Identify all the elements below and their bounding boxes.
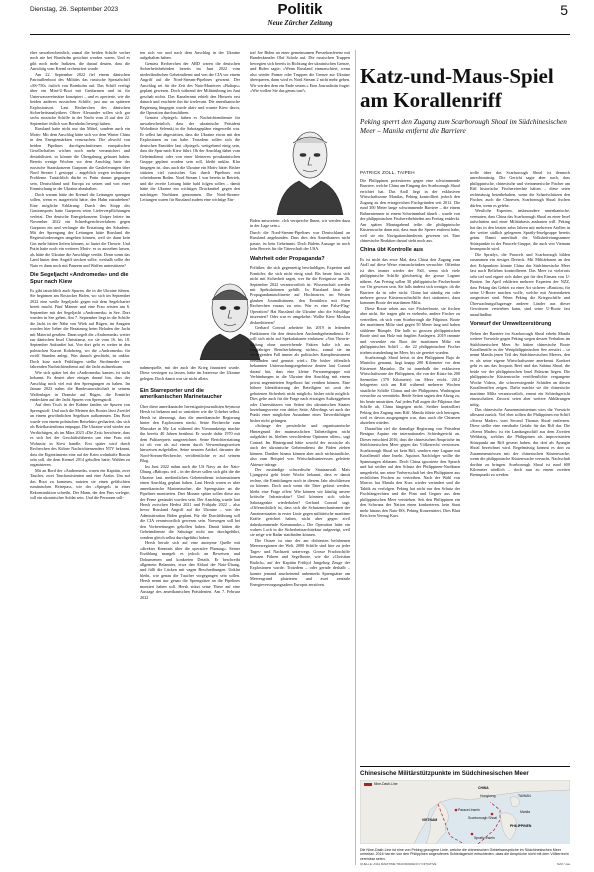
article-column-3-bottom	[250, 230, 350, 865]
page-header	[30, 0, 570, 48]
col1-paragraphs	[30, 50, 130, 268]
map-label-hongkong: Hongkong	[480, 794, 496, 798]
paragraph: Am 22. September 2022 fiel einem dänischen Patrouillenboot des Militärs das russische Spezialschiff «SS-750» östlich von Bornholm auf. Das Schiff verfügt über ein Mini-U-Boot mit Greifarmen und ist für Unterwassereinsätze konzipiert – und es operierte, wie die beiden anderen russischen Schiffe, just nur an späteren Explosionsort. Laut Recherchen des dänischen Sicherheitsanalytikers Oliver Alexander sollen sich gar sechs russische Schiffe in der Nacht vom 21.auf den 22. September östlich von Bornholm bewegt haben.	[30, 71, 130, 126]
map-legend	[364, 782, 398, 786]
paragraph: Der zuständige schwedische Staatsanwalt Mats Ljungqvist geht letzte Woche bekannt, dass er damit rechne, die Ermittlungen noch in diesem Jahr abschliessen zu können. Doch auch wenn die Täter gefasst werden, bleibt eine Frage offen: Wie können wir künftig unsere kritische Infrastruktur? Und könnten sich solche Sabotageakte wiederholen? Gerhard Conrad sagt: «Offensichtlich ist, dass sich die Schutzmechanismen der Anrainerstaaten in erster Linie gegen militärische maritime Kräfte gerichtet haben, nicht aber gegen zivil daherkommende Kommandos.» Die Operation habe ein wahres Loch in die Sicherheitsarchitektur aufgezeigt, weil sie zeige wie Radar stattfinden können.	[250, 466, 350, 538]
paragraph: Auf dem Tisch in der Kabine fanden sie Spuren von Sprengstoff. Und auch die Meinen des Bootes lässt Zweifel an einem gewöhnlichen Segelturn aufkommen. Das Boot wurde von einem polnischen Reisebüro gechartert, das sich als Briefkastenfirma entpuppt. Die Ukraine wird wieder zur Verdächtigen, als im März 2023 «Die Zeit» berichtete, dass es sich bei der Geschäftsführerin um eine Frau mit Wohnsitz in Kiew handle. Erst später wird durch Recherchen des Kölner Nachrichtensenders NTV bekannt, dass die Eigentümerin eine auf der Krim wohnhafte Russin sein soll, die dem Kremel 2014 geholfen hatte, Wahlen zu organisieren.	[30, 402, 130, 468]
paragraph: Hersh berufe sich auf eine anonyme Quelle mit «direkter Kenntnis über die operative Planung». Seiner Erzählung mangelt es jedoch an Beweisen und Dokumenten und konkreten Details. Er beschreibt allgemein Belanntes, etwa den Ablauf der Nato-Übung, und füllt die Lücken mit vagen Beschreibungen. Unklar bleibt, wie genau die Taucher vorgegangen sein sollen. Hersh nennt nur genau die Sprengsätze an die Pipelines montiert haben soll. Hersh stützt seine These auf eine Aussage des amerikanischen Präsidenten. Am 7. Februar 2022	[140, 540, 240, 600]
map-label-scarborough: Scarborough Shoal	[468, 816, 498, 820]
col3-caption: Biden antwortete: «Ich verspreche Ihnen, wir werden dazu in der Lage sein.»	[250, 218, 350, 229]
paragraph: Scarborough Shoal heisst in den Philippinen Bajo de Masinloc genannt, liegt knapp 200 Kilometer vor dem Küstenort Masinloc. Da ist innerhalb der exklusiven Wirtschaftszone der Philippinen, die von der Küste bis 200 Seemeilen (370 Kilometer) ins Meer reicht. 2012 belagerten sich am Riff während mehrerer Wochen staatliche Schiffe Chinas und der Philippinen. Washington versuchte zu vermitteln. Beide Seiten sagten den Abzug zu, bis heute umstritten. Auf jeden Fall zogen die Filipinos ihre Schiffe ab, China hingegen nicht. Seither kontrolliert Peking den Zugang zum Riff. Manila führte sich betrogen, weil es davon ausgegangen war, dass auch die Chinesen abziehen würden.	[360, 355, 460, 426]
paragraph: Neben der Barriere im Scarborough Shoal erhebt Manila weitere Vorwürfe gegen Peking wegen dessen Verhalten im Südchinesischen Meer. So hätten chinesische Boote Korallenriffe in der Westphilippinischen See zerstört – so nennt Manila jenen Teil des Südchinesischen Meeres, den es als seine eigene Wirtschaftszone anerkennt. Konkret geht es um das Iroquois Reef und das Sabina Shoal, die beide vor der philippinischen Insel Palawan liegen. Die philippinische Küstenwache veröffentlichte vergangene Woche Videos, die schwerwiegende Schäden an diesen Korallenriffen zeigen. Dafür machte sie die chinesische maritime Miliz verantwortlich, erneut ein Schiedsgericht einzuschalten. Zuvorst seien aber weitere Abklärungen nötig.	[470, 330, 570, 407]
paragraph: Im Juni 2022 nahm auch die US Navy an der Nato-Übung «Baltops» teil – in der dieser sollen sich gibt die die Ukraine laut medienlichen Geheimdienst informationen einen Anschlag geplant haben. Laut Hersh waren es aber amerikanische Marinetaucher, die Sprengsätze an die Pipelines montierten. Drei Monate später sollen diese aus der Ferne gezündet worden sein. Der Anschlag wurde laut Hersh zwischen Herbst 2021 und Frühjahr 2022 – also bevor Russland Angriff auf die Ukraine – von der Administration Biden geplant. Für die Durchführung soll die CIA verantwortlich gewesen sein. Norwegen soll bei den Vorbereitungen geholfen haben. Damit hätten die Geheimdienste die Sabotage nicht nur durchgeführt, sondern gleich selbst durchgeführt haben.	[140, 463, 240, 540]
paragraph: Daraufhin rief die damalige Regierung von Präsident Benigno Aquino ein internationales Schiedsgericht an. Dieses entschied 2016, dass die chinesischen Ansprüche im Südchinesischen Meer gegen das Völkerrecht verstossen. Scarborough Shoal sei kein Riff, sondern eine Lagune mit Korallenriff ohne Inseln. Aquinos Nachfolger wollte die Spannungen abbauen. Doch China ignorierte den Spruch und hat seither auf den Schutz der Philippinen-Nachbarn umgedreht, um seine Vorherrschaft bei den Philippinen aus rechtlichen Fischen zu vertreiben. Nach der Wahl von Marcos hat Manila den Kurs wieder verändert und die Taktik zu verfolgen. Peking hat nicht nur den Schutz der Fischfangrechten und die Pinn und Gegner aus dem philippinischen Meer vertrieben. Seit den Philippinen ein den Schwanz der Nation einen konkreteren, kein Staat mehr hinaus den Nato-ISS, Peking Konzentriert, Dies Blatt Reis kein Vertrag Kurs.	[360, 425, 460, 519]
col3-after-paragraphs	[250, 265, 350, 587]
article-column-2-bottom	[140, 384, 240, 864]
paragraph: Diese Boote sehen aus wie Fischerboote, sie fischen aber nicht. Sie tragen gibt es vielmehr, andere Fischer zu vertreiben, ob sich vom Scarborough die Filipinos. Boote der maritimen Miliz sind gegen 50 Meter lang und haben stählerne Rümpfe. Die halb so grossen philippinischen Boote sind aus Holz mit fragilen Auslegern. 2019 rammte und versenkte ein Boot der maritimen Miliz ein philippinisches Schiff – die 22 philippinischen Fischer trieben stundenlang im Meer, bis sie gerettet wurden.	[360, 305, 460, 355]
article-column-3-top	[250, 50, 350, 110]
paragraph: Wie sich später bei der «Andromeda» kamen, ist nicht bekannt. Es deutet aber einiges darauf hin, dass der Anschlag noch viel mit den Sprengungen zu haben. Im Januar 2023 nahm die Bandesanwaltschaft in seinem Waffenlager in Dranske auf Rügen, die Ermittler entdeckten auf der Jacht Spuren von Sprengstoff.	[30, 369, 130, 402]
paragraph: Über diese amerikanische Investigativjournalisten Seymour Hersh ist bekannt und so unstritten wie die Urheber selbst. Hersh ist überzeugt, dass die amerikanische Regierung hinter den Explosionen steckt. Seine Recherche zum Massaker in My Lai während des Vietnamkriegs machte ihn bereits 40 Jahren berühmt. Er wurde dafür 1970 mit dem Pulitzerpreis ausgezeichnet. Seine Berichterstattung ist oft von als auf einem durch Verwendungsweisen hinweisen aufgefallen. Seine neusten Artikel, darunter die Nord-Stream-Recherche, veröffentlichte er auf seinem Blog.	[140, 403, 240, 464]
map-label-philippinen: PHILIPPINEN	[510, 824, 532, 828]
paragraph: eher unwahrscheinlich, zumal die beiden Schiffe vorher noch nie bei Bornholm gesichtet worden waren. Und es gibt noch mehr Indizien, die darauf deuten, dass die Anrichtig vom Kreml orchestriert wurde.	[30, 50, 130, 72]
paragraph: Es gibt tatsächlich auch Spuren, die in die Ukraine führen. Sie beginnen am Rostocker Hafen, wo sich im September 2022 eine weiße Segeljacht gegen mit dem Segelcharter bereit macht. Fünf Männer und eine Frau reisten am 6. September mit der Segeljacht «Andromeda» in See. Dort wurden in See gehen. Am 7. September liegt in die Schiffe die Jacht in der Nähe von Wiek auf Rügen, im Anzgarn worden hier lieber die Besatzung beim Beladen der Jacht mit Material gesehen. Dann segelt die «Andromeda» weiter zur dänischen Insel Christiansø, wo sie vom 16. bis 18. September Ankunftet hat. Von dort geht es weiter in den polnischen Kurort Kołobrzeg, wo die «Andromeda» für zwölf Stunden anlegt. Was danach geschieht, ist unklar. Doch kurz nach Frühlingen stellte Strohmeder vom fahrenden Nachrichtendienst auf die Jacht aufmerksam.	[30, 287, 130, 370]
article-divider	[355, 50, 356, 865]
paragraph: Russland hatte nicht nur das Mittel, sondern auch ein Motiv: Mit dem Anschlag hätte sich vor dem Winter China in den Energiemärkten verursachen. Die obwohl von beiden Pipelines durchgeschnittenen europäischen Gesellschaften wichen noch mehr verunsichert und destabilisiert, so könnte die Übergabung gelautet haben. Bereits wenige Wochen vor dem Anschlag hatte der russische Staatskonzern Gazprom die Gaslieferungen über Nord Stream 1 gestoppt – angeblich wegen technischer Probleme. Tatsächlich dürfte es Putin darum gegangen sein, Deutschland und Europa zu setzen und von einer Einmischung in der Ukraine abzuhalten.	[30, 126, 130, 192]
portrait-illustration-right	[265, 115, 355, 215]
map-svg	[360, 780, 570, 844]
paragraph: Politiker, die sich gegenseitig beschuldigen, Experten und Ermittler, die sich nicht einig sind: Bis heute lässt sich nicht mit Sicherheit sagen, wer für die Ereignisse am 26. September 2022 verantwortlich ist. Wissenschaft werden mit Spekulationen gefüllt. In Russland lässt die Propagandamaschinerie auf Hochtouren, im Westen glauben Journalistinnen, den Ermittlern mit ihren Recherchen voraus zu sein. War es eine False-Flag-Operation? Hat Russland die Ukraine also die Schuldige inszeniert? Oder war es umgekehrt: Wollte Kiew Moskau diskreditieren?	[250, 265, 350, 325]
paragraph: ten sich vor und nach dem Anschlag in der Ukraine aufgehalten haben.	[140, 50, 240, 61]
col4-after-paragraphs	[360, 257, 460, 519]
paragraph: Doch warum hätte der Kremel die Leitungen sprengen sollen, wenn es ausgereicht hätte, den Hahn zuzudrehen? Eine mögliche Erklärung: Durch den Stopp des Gastransports hatte Gazprom seine Lieferverpflichtungen verletzt. Der deutsche Energiekonzern Uniper leitete im November 2022 ein Schiedsgerichtverfahren gegen Gazprom ein und verlangte die Erstattung des Schadens. Mit der Sprengung der Leitungen hätte Russland die Regressforderungen umgehen können, weil sie dann kein Gas mehr hätten liefern können, so lautet die Theorie. Und Putin hatte noch ein weiteres Motiv: es so aussehen lassen, als hätte die Ukraine die Anschläge verübt. Denn wenn das Land hinter dem Angriff stecken sollte, weshalb sollte der Nato es dann noch mit Panzern und Waffen unterstützen?	[30, 191, 130, 268]
paragraph: Gerhard Conrad arbeitete bis 2019 in leitenden Funktionen für den deutschen Auslandsgeheimdienst. Er will sich nicht auf Spekulationen einlassen: «Von Theorie-bildung ohne ausreichende Fakten halte ich aus langjähriger Berufserfahrung nichts», zumal sie im vorliegenden Fall immer als politisches Kampfinstrument verstanden und genutzt wird.» Die bisher öffentlich bekannten Untersuchungsergebnisse deuten laut Conrad darauf hin, dass eine kleine Personengruppe mit Verbindungen in die Ukraine den Anschlag mit einem privat angemieteten Segelboot hat verüben können. Eine höhere Identifizierung der Beteiligten sei «mit der gebotenen Sicherheit nicht möglich» bisher nicht möglich. Dies gelte auch für die Frage nach etwaigen Auftraggebern oder Unterstützern von Seiten des ukrainischen Staates beziehungsweise von dritter Seite. Allerdings sei auch der Punkt einer möglichen Ausnahme eines Tatverdächtigen bisher nicht gelungen.	[250, 325, 350, 423]
article-headline: Katz-und-Maus-Spiel am Korallenriff	[360, 64, 554, 112]
newspaper-masthead: Neue Zürcher Zeitung	[267, 19, 333, 27]
col1-after-paragraphs	[30, 288, 130, 501]
subheading-starreporter: Ein Starreporter und die amerikanischen Marinetaucher	[140, 388, 223, 401]
paragraph: Die Spratlys, die Paracels und Scarborough bilden zusammen ein riesiges Dreieck. Mit Militärbasen an den drei Eckpunkten könnte China das Südchinesische Meer fast nach Belieben kontrollieren. Das Meer ist vielerorts sehr tief und eignet sich daher gut für den Einsatz von U-Booten. Im April erklärten mehrere Experten der NZZ, dass Peking das Gebiet zu einer Art sicherer «Bastion» für seine U-Boote machen wolle, welche mit Atomraketen ausgerüstet sind. Wenn Peking die Kriegsschiffe und Überwachungsflugzeuge anderer Länder aus dieser Gewässern vertrieben kann, sind seine U-Boote fast unauffindbar.	[470, 251, 570, 317]
map-credit: NZZ / sas	[556, 862, 570, 866]
col2-caption: nahmequelle, mit der auch der Krieg finanziert wurde. Diese versiegen zu lassen, hätte im Interesse der Ukraine gelegen. Doch damit war sie nicht allein.	[140, 365, 240, 381]
col4-paragraphs	[360, 178, 460, 243]
map-label-china: CHINA	[478, 786, 489, 790]
subheading-china-kontrolle: China übt Kontrolle aus	[360, 247, 424, 254]
map-title: Chinesische Militärstützpunkte im Südchinesischen Meer	[360, 770, 529, 777]
map-label-vietnam: VIETNAM	[422, 818, 438, 822]
map-label-manila: Manila	[520, 810, 530, 814]
article-lead: Peking sperrt den Zugang zum Scarborough Shoal im Südchinesischen Meer – Manila entfernt die Barriere	[360, 117, 567, 135]
paragraph: Die Philippinen protestieren gegen eine schwimmende Barriere, welche China am Eingang des Scarborough Shoal errichtet hat. Das Atoll liegt in der exklusiven Wirtschaftszone Manilas, Peking kontrolliert jedoch den Zugang zu den ertragreichen Fischgründen seit 2012. Die rund 300 Meter lange schwimmende Barriere – die einem Bahnentrenner in einem Schwimmbad ähnelt – wurde von der philippinischen Fischereibehörden am Freitag entdeckt. Am späten Montagabend teilte die philippinische Küstenwache dann mit, dass man die Sperre entfernt habe, weil sie ein Navigationshindernis gewesen sei. Eine chinesische Reaktion darauf steht noch aus.	[360, 178, 460, 243]
paragraph: «Solange der persönliche und organisatorische Hintergrund der mutmasslichen Tatbeteiligten nicht aufgeklärt ist, bleiben verschiedene Optionen offen», sagt Conrad. Im Hintergrund hätte sowohl der russische als auch der ukrainische Geheimdienst die Fäden ziehen können. Darüber hinaus können aber auch nichtstaatliche, also zum Beispiel von Wirtschaftsinteressen geleitete Akteure infrage.	[250, 423, 350, 467]
legend-label: Nine-Dash-Line	[374, 782, 398, 786]
article-column-4	[360, 178, 460, 766]
article-column-1	[30, 50, 130, 865]
paragraph: Das chinesische Aussenministerium wies die Vorwürfe allesamt zurück. Viel eher sollten die Philippinen ein Schiff «Sierra Madre» vom Second Thomas Shoal entfernen. Diese stellte eine ernsthafte Gefahr für das Riff dar. Die «Sierra Madre» ist ein Landungsschiff aus dem Zweiten Weltkrieg, welches die Philippinen als improvisierten Stützpunkt am Riff gesetzt haben, das dort als Ayungin Shoal bezeichnet wird. Regelmässig kommt es dort zu Zusammenstössen mit der chinesischen Küstenwache, wenn die philippinische Küstenwache versucht, Nachschub dorthin zu bringen. Scarborough Shoal ist rund 600 Kilometer nördlich – doch nun zu einem zweiten Brennpunkt zu werden.	[470, 406, 570, 478]
paragraph: Mit an Bord der «Andromeda» waren ein Kapitän, zwei Taucher, zwei Tauchassistenten und eine Ärztin. Um auf das Boot zu kommen, nutzten sie einen gefälschten rumänischen Reisepass, wie der «Spiegel» in einer Rekonstruktion schreibt. Der Mann, der den Pass vorlegte, soll ein ukrainischer Soldat sein. Und die Personen soll-	[30, 467, 130, 501]
paragraph: Durch die Nord-Stream-Pipelines war Deutschland an Russland angebunden. Dass dies den Amerikanern nicht passte, ist kein Geheimnis. Doch Bidens Aussage ist noch kein Beweis für die Täterschaft der USA.	[250, 230, 350, 252]
paragraph: Gemäss «Spiegel» haben es Nachrichtendienste für unwahrscheinlich, dass der ukrainische Präsident Wolodimir Selenski in die Sabotagepläne eingeweiht war. Er selbst hat abgestritten, dass die Ukraine etwas mit den Explosionen zu tun habe. Trotzdem sollen sich die deutschen Ermittler laut «Spiegel» weitgehend einig sein, dass die Spur nach Kiew führt. Ob der Anschlag dabei vom Geheimdienst oder von einer kleineren proukrainischen Gruppe geplant worden sein soll, bleibt unklar. Klar hingegen ist, dass auch die Ukraine ein Motiv hätte: Bisher stützten viel russisches Gas durch Pipelines mit scheinbarem Boden. Nord Stream 1 war bereits in Betrieb, und die zweite Leitung hätte bald folgen sollen – damit hätte die Ukraine ein wichtiges Druckmittel gegen den mächtigen Nachbarn genommen. Die Nord-Stream-Leitungen waren für Russland zudem eine wichtige Ein-	[140, 115, 240, 203]
section-title: Politik	[277, 1, 323, 18]
map-label-taiwan: TAIWAN	[518, 794, 531, 798]
col5-after-paragraphs	[470, 331, 570, 478]
paragraph: traf Joe Biden an einer gemeinsamen Pressekonferenz mit Bundeskanzler Olaf Scholz auf. Die russischen Truppen bewegten sich bereits in Richtung der ukrainischen Grenze, und Biden sagte: «Wenn Russland einmarschiert, wenn also wieder Panzer oder Truppen die Grenze zur Ukraine überqueren, dann wird es Nord Stream 2 nicht mehr geben. Wir werden dem ein Ende setzen.» Eine Journalistin fragte: «Wie wollen Sie das genau tun?»	[250, 50, 350, 94]
col3-top-paragraphs	[250, 50, 350, 94]
map-figure	[360, 780, 570, 844]
subheading-wahrheit: Wahrheit oder Propaganda?	[250, 255, 325, 262]
col2-top-paragraphs	[140, 50, 240, 203]
paragraph: Gemäss Recherchen der ARD waren die deutschen Sicherheitsbehörden bereits im Juni 2022 vom niederländischen Geheimdienst und von der CIA vor einem Angriff auf die Nord-Stream-Pipelines gewarnt. Der Anschlag sei für die Zeit des Nato-Manövers «Baltops» geplant gewesen. Doch während der Militärübung im Juni geschah nichts. Das Kanzleramt erhielt den Hinweis erst danach und erachtete ihn für irrelevant. Die amerikanische Regierung hingegen wurde aktiv und warnte Kiew davor, die Operation durchzuführen.	[140, 60, 240, 115]
paragraph: Die Ostsee ist eine der am dichtesten befahrenen Meeresregionen der Welt. 2000 Schiffe sind hier zu jeder Tages- und Nachtzeit unterwegs. Grosse Frachtschiffe kreuzen Fähren und Segelboote, wie die «Christian Radich», auf der Kapitän Frithjof Jungeling Zeuge der Explosionen wurde. Trotzdem – oder gerade deshalb – konnte jemand anscheinend unbemerkt Sprengsätze am Meeresgrund platzieren und zwei zentrale Energieversorgungsadern Europas zerstören.	[250, 537, 350, 587]
map-source: QUELLE: ASIA MARITIME TRANSPARENCY INITIATIVE	[360, 862, 437, 866]
paragraph: Westliche Experten, insbesondere amerikanische, vermuten, dass China das Scarborough Shoal zu einer Insel aufschütten und einer Militärbasis ausbauen will. Peking hat das in den letzten zehn Jahren mit mehreren Atollen in der weiter südlich gelegenen Spratly-Inselgruppe bereits getan. Damit unterläuft die Volksbefreiungsarmee Stützpunkte in der Paracels-Gruppe, die auch von Vietnam beansprucht wird.	[470, 208, 570, 252]
paragraph: Es ist nicht das erste Mal, dass China den Zugang zum Atoll auf diese Weise einzuschränken versuchte: Offenbar ist dies immer wieder der Fall, wenn sich viele philippinische Schiffe gleichzeitig die grosse Lagune nähern. Am Freitag sollen 50 philippinische Fischerboote vor Ort gewesen sein. Sie falls änderst sich weniger, ob die Barriere da ist oder nicht: China hat ständig ein oder mehrere grosse Küstenwachschiffe dort stationiert, dazu kommen Boote der maritimen Miliz.	[360, 256, 460, 306]
col2-after-paragraphs	[140, 404, 240, 600]
header-rule	[30, 34, 570, 35]
legend-swatch	[364, 783, 372, 786]
article-byline: PATRICK ZOLL, TAIPEH	[360, 170, 415, 175]
map-top-rule	[360, 766, 570, 767]
issue-date: Dienstag, 26. September 2023	[30, 6, 119, 13]
map-label-spratly: Spratly-Inseln	[474, 836, 495, 840]
col5-paragraphs	[470, 170, 570, 317]
paragraph: trolle über das Scarborough Shoal ist dennoch unrechtmässig. Die Gericht sagte aber auch, dass philippinische, chinesische und vietnamesische Fischer am Riff historische Fischereirechte hätten – diese seien rechtmässig beizubehalten, wenn die Scharfschützen den Fischer, auch die Chinesen, Scarborough Shoal fischen dürfen, wenn es gelebe.	[470, 170, 570, 208]
map-label-paracel: Paracel-Inseln	[458, 808, 480, 812]
subheading-andromeda: Die Segeljacht «Andromeda» und die Spur nach Kiew	[30, 272, 129, 285]
page-number: 5	[560, 2, 568, 18]
col3-mid-paragraphs	[250, 230, 350, 252]
subheading-umweltzerstoerung: Vorwurf der Umweltzerstörung	[470, 321, 552, 328]
article-column-5	[470, 170, 570, 766]
map-note: Die Nine-Dash-Line ist eine von Peking gezogene Linie, welche die chinesischen Gebietsansprüche im Südchinesischen Meer umreisst. 2016 hat ein von den Philippinen angerufenes Schiedsgericht entschieden, dass die Ansprüche nicht mit dem Völkerrecht vereinbar seien.	[360, 848, 569, 861]
